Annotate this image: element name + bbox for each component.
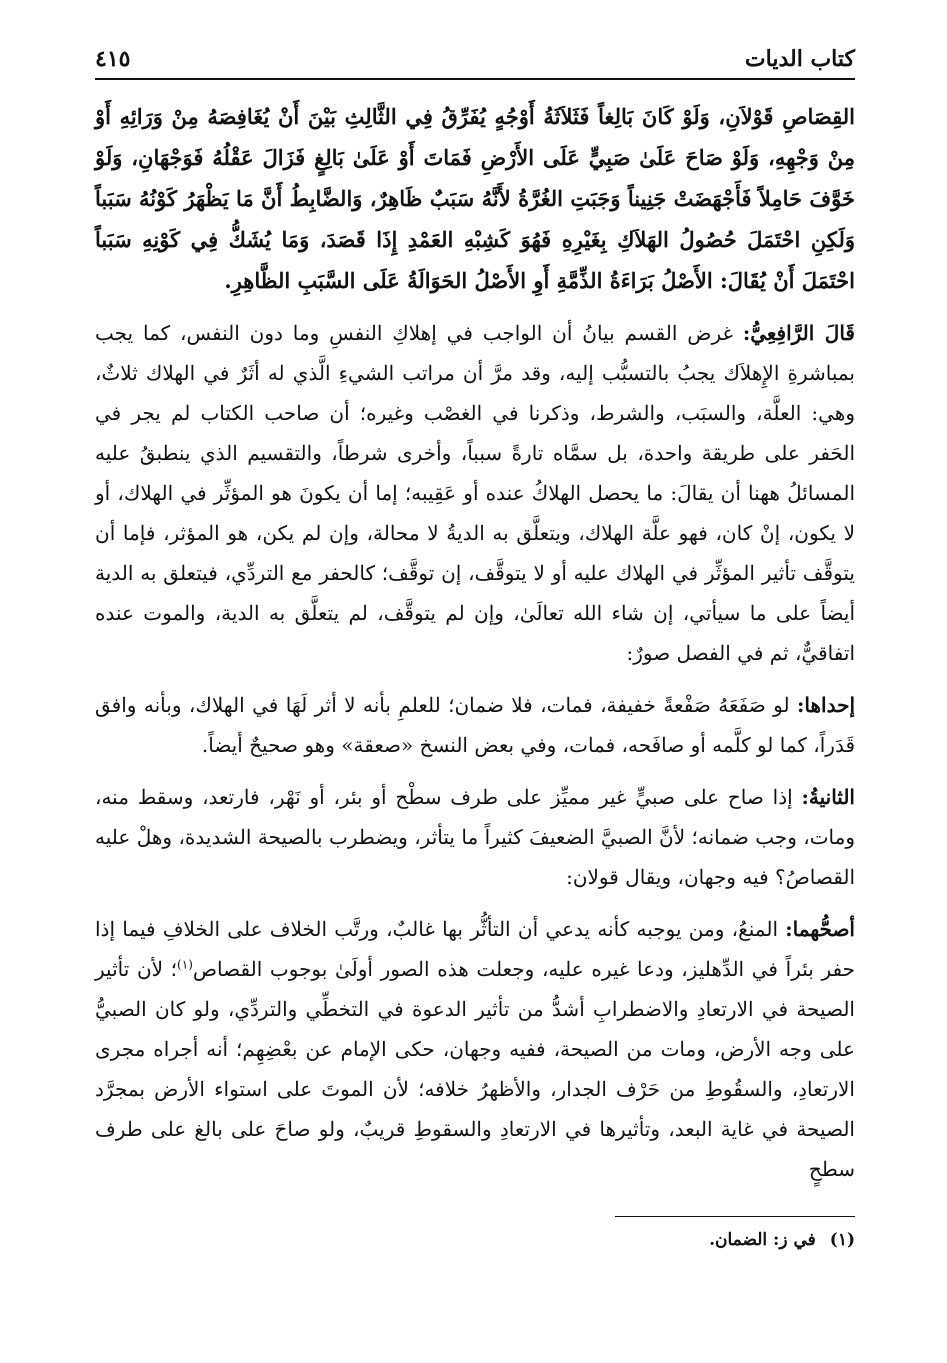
commentary-paragraph-1 — [95, 313, 855, 673]
commentary-paragraph-3 — [95, 777, 855, 897]
footnote-number: (١) — [829, 1230, 855, 1250]
paragraph-lead: إحداها: — [797, 693, 855, 717]
page-header — [95, 30, 855, 80]
paragraph-body: إذا صاح على صبيٍّ غير مميِّز على طرف سطْح أو بئر، أو نَهْر، فارتعد، وسقط منه، ومات، وجب ضمانه؛ لأنَّ الصبيَّ الضعيفَ كثيراً ما يتأثر، ويضطرب بالصيحة الشديدة، وهلْ عليه القصاصُ؟ فيه وجهان، ويقال قولان: — [95, 785, 855, 889]
commentary-paragraph-2 — [95, 685, 855, 765]
running-title: كتاب الديات — [744, 46, 855, 72]
footnote-separator — [615, 1216, 855, 1217]
paragraph-body: المنعُ، ومن يوجبه كأنه يدعي أن التأثُّر بها غالبٌ، ورتَّب الخلاف على الخلافِ فيما إذا حفر بئراً في الدِّهليز، ودعا غيره عليه، وجعلت هذه الصور أولَىٰ بوجوب القصاص — [95, 917, 855, 981]
footnote-reference[interactable]: (١) — [177, 957, 193, 972]
page-number: ٤١٥ — [95, 46, 131, 72]
paragraph-body: غرض القسم بيانُ أن الواجب في إهلاكِ النفسِ وما دون النفس، كما يجب بمباشرةِ الإِهلاَك يجبُ بالتسبُّب إليه، وقد مرَّ أن مراتب الشيءِ الَّذي له أثَرٌ في الهلاك ثلاثٌ، وهي: العلَّة، والسبَب، والشرط، وذكرنا في الغصْب وغيره؛ أن صاحب الكتاب لم يجر في الحَفر على طريقة واحدة، بل سمَّاه تارةً سبباً، وأخرى شرطاً، والتقسيم الذي ينطبقُ عليه المسائلُ ههنا أن يقالَ: ما يحصل الهلاكُ عنده أو عَقِيبه؛ إما أن يكونَ هو المؤثِّر في الهلاك، أو لا يكون، إنْ كان، فهو علَّة الهلاك، ويتعلَّق به الديةُ لا محالة، وإن لم يكن، هو المؤثر، فإما أن يتوقَّف تأثير المؤثِّر في الهلاك عليه أو لا يتوقَّف، إن توقَّف؛ كالحفر مع التردِّي، فيتعلق به الدية أيضاً على ما سيأتي، إن شاء الله تعالَىٰ، وإن لم يتوقَّف، لم يتعلَّق به الدية، والموت عنده اتفاقيٌّ، ثم في الفصل صورٌ: — [95, 321, 856, 665]
paragraph-lead: أصحُّهما: — [785, 917, 855, 941]
paragraph-lead: قَالَ الرَّافِعِيُّ: — [742, 321, 855, 345]
paragraph-lead: الثانيةُ: — [801, 785, 855, 809]
footnote-text: في ز: الضمان. — [709, 1230, 816, 1250]
commentary-paragraph-4 — [95, 909, 855, 1189]
footnote — [95, 1226, 855, 1254]
paragraph-body-continued: ؛ لأن تأثير الصيحة في الارتعادِ والاضطرابِ أشدُّ من تأثير الدعوة في التخطِّي والتردِّي، ولو كان الصبيُّ على وجه الأرض، ومات من الصيحة، ففيه وجهان، حكى الإمام عن بعْضِهِم؛ أنه أجراه مجرى الارتعادِ، والسقُوطِ من حَرْف الجدار، والأظهرُ خلافه؛ لأن الموتَ على استواء الأرض بمجرَّد الصيحة في غاية البعد، وتأثيرها في الارتعادِ والسقوطِ قريبٌ، ولو صاحَ على بالغ على طرف سطحٍ — [95, 957, 855, 1181]
book-page — [95, 30, 855, 1340]
matn-text: القِصَاصِ قَوْلاَنِ، وَلَوْ كَانَ بَالِغاً فَثَلاَثَةُ أَوْجُهٍ يُفَرِّقُ فِي الثَّالِثِ بَيْنَ أَنْ يُغَافِصَهُ مِنْ وَرَائِهِ أَوْ مِنْ وَجْهِهِ، وَلَوْ صَاحَ عَلَىٰ صَبِيٍّ عَلَى الأَرْضِ فَمَاتَ أَوْ عَلَىٰ بَالِغٍ فَزَالَ عَقْلُهُ فَوَجْهَانِ، وَلَوْ خَوَّفَ حَامِلاً فَأَجْهَضَتْ جَنِيناً وَجَبَتِ الغُرَّةُ لأَنَّهُ سَبَبٌ ظَاهِرٌ، وَالضَّابِطُ أَنَّ مَا يَظْهَرُ كَوْنُهُ سَبَباً وَلَكِنِ احْتَمَلَ حُصُولُ الهَلاَكِ بِغَيْرِهِ فَهُوَ كَشِبْهِ العَمْدِ إِذَا قَصَدَ، وَمَا يُشَكُّ فِي كَوْنِهِ سَبَباً احْتَمَلَ أَنْ يُقَالَ: الأَصْلُ بَرَاءَةُ الذِّمَّةِ أَوِ الأَصْلُ الحَوَالَةُ عَلَى السَّبَبِ الظَّاهِرِ. — [95, 104, 855, 293]
paragraph-body: لو صَفَعَهُ صَفْعةً خفيفة، فمات، فلا ضمان؛ للعلمِ بأنه لا أثر لَهَا في الهلاك، وبأنه وافق قَدَراً، كما لو كلَّمه أو صافَحه، فمات، وفي بعض النسخ «صعقة» وهو صحيحٌ أيضاً. — [95, 693, 855, 757]
